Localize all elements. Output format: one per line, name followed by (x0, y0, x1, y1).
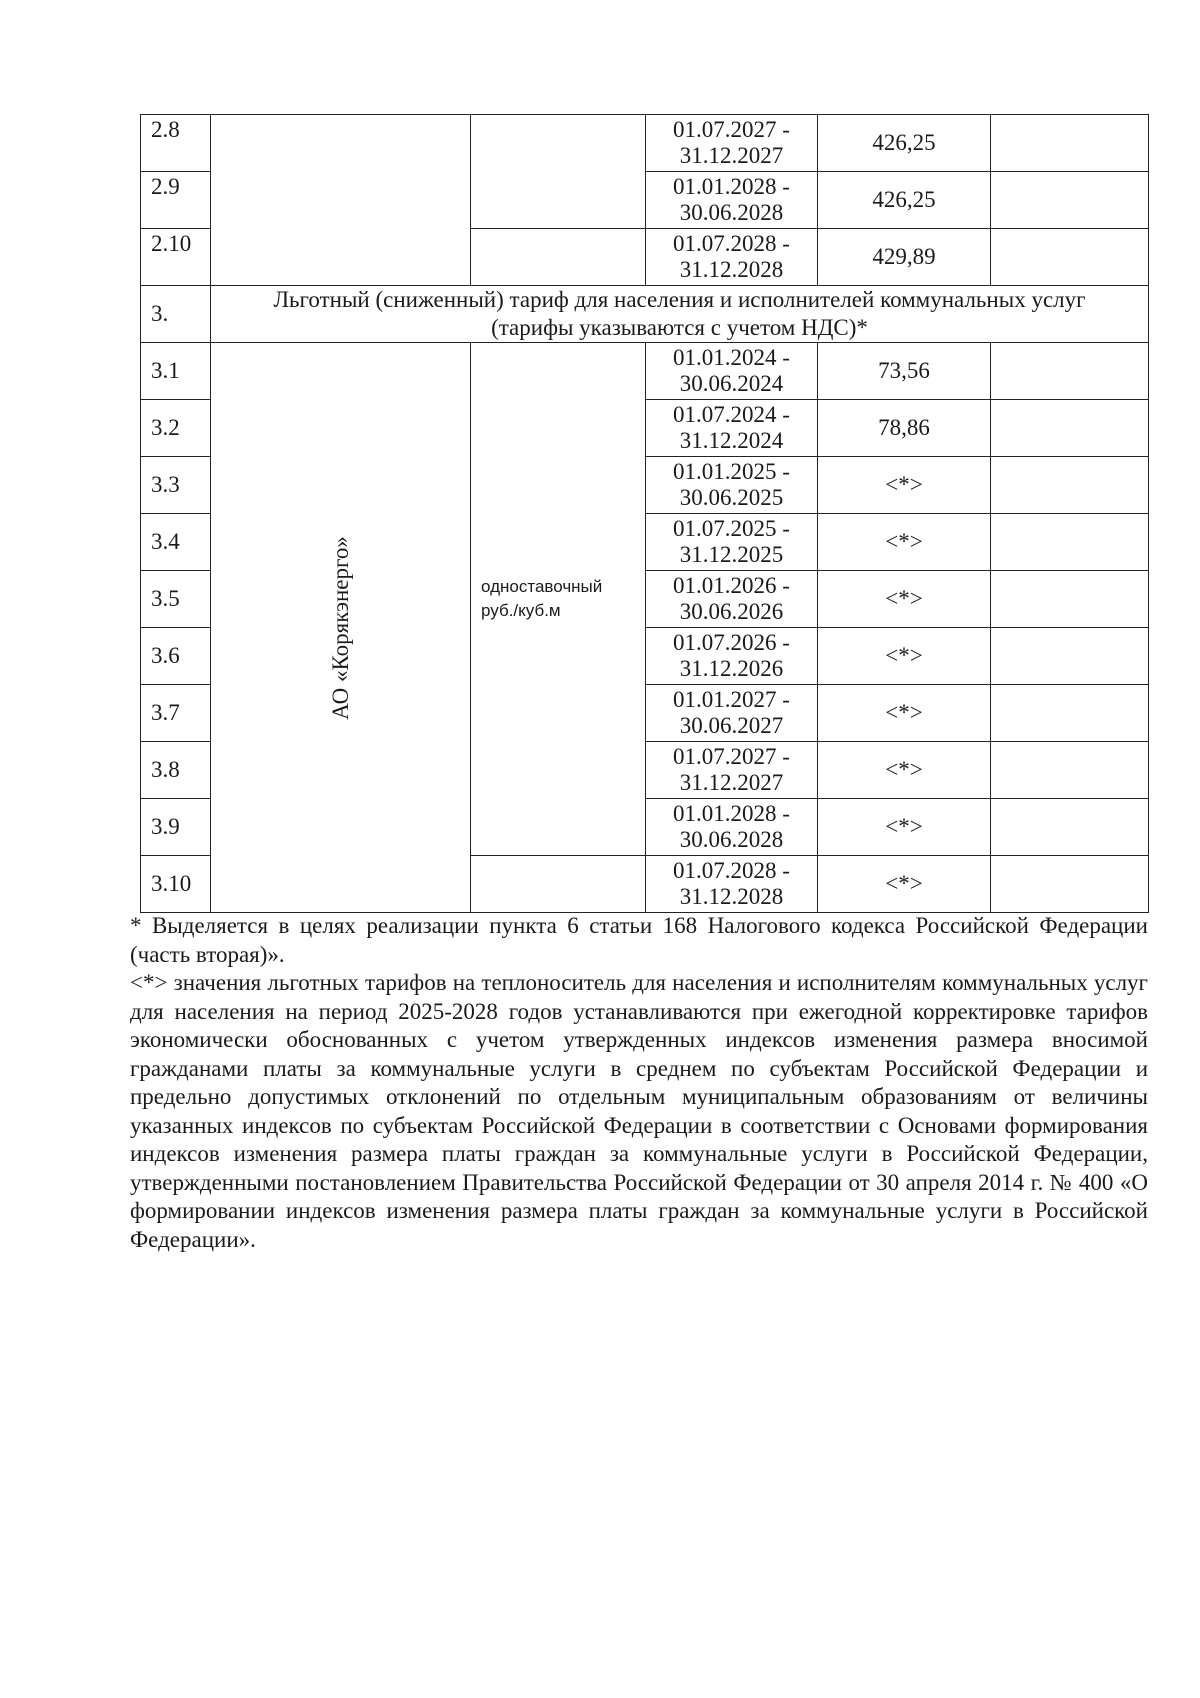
tariff-table (140, 114, 1149, 913)
section-title: Льготный (сниженный) тариф для населения и исполнителей коммунальных услуг (тарифы указываются с учетом НДС)* (211, 286, 1149, 343)
tariff-value: <*> (818, 571, 991, 628)
tariff-value: <*> (818, 514, 991, 571)
period-cell: 01.07.2028 - 31.12.2028 (646, 229, 818, 286)
empty-cell (991, 571, 1149, 628)
empty-cell (991, 628, 1149, 685)
empty-cell (991, 856, 1149, 913)
empty-cell (991, 799, 1149, 856)
row-number: 3.8 (141, 742, 211, 799)
period-cell: 01.01.2028 - 30.06.2028 (646, 172, 818, 229)
tariff-value: 429,89 (818, 229, 991, 286)
period-cell: 01.07.2024 - 31.12.2024 (646, 400, 818, 457)
empty-cell (991, 343, 1149, 400)
row-number: 3.5 (141, 571, 211, 628)
section-header-row (141, 286, 1149, 343)
unit-cell-empty (471, 856, 646, 913)
table-row (141, 115, 1149, 172)
period-cell: 01.01.2027 - 30.06.2027 (646, 685, 818, 742)
table-row (141, 343, 1149, 400)
empty-cell (991, 172, 1149, 229)
tariff-value: <*> (818, 799, 991, 856)
empty-cell (991, 457, 1149, 514)
empty-cell (991, 514, 1149, 571)
org-cell (211, 343, 471, 913)
period-cell: 01.07.2027 - 31.12.2027 (646, 742, 818, 799)
tariff-value: 426,25 (818, 172, 991, 229)
tariff-value: <*> (818, 742, 991, 799)
row-number: 3.2 (141, 400, 211, 457)
unit-cell: одноставочный руб./куб.м (471, 343, 646, 856)
period-cell: 01.07.2026 - 31.12.2026 (646, 628, 818, 685)
empty-cell (991, 685, 1149, 742)
row-number: 3.10 (141, 856, 211, 913)
row-number: 2.8 (141, 115, 211, 172)
tariff-value: 73,56 (818, 343, 991, 400)
period-cell: 01.01.2025 - 30.06.2025 (646, 457, 818, 514)
period-cell: 01.01.2024 - 30.06.2024 (646, 343, 818, 400)
empty-cell (991, 742, 1149, 799)
tariff-value: 78,86 (818, 400, 991, 457)
empty-cell (991, 115, 1149, 172)
tariff-value: <*> (818, 685, 991, 742)
period-cell: 01.07.2028 - 31.12.2028 (646, 856, 818, 913)
section-number: 3. (141, 286, 211, 343)
org-name: АО «Корякэнерго» (327, 535, 353, 720)
period-cell: 01.01.2028 - 30.06.2028 (646, 799, 818, 856)
tariff-value: 426,25 (818, 115, 991, 172)
row-number: 3.4 (141, 514, 211, 571)
tariff-value: <*> (818, 628, 991, 685)
period-cell: 01.01.2026 - 30.06.2026 (646, 571, 818, 628)
footnotes (130, 912, 1148, 1254)
unit-cell-empty (471, 229, 646, 286)
row-number: 2.10 (141, 229, 211, 286)
period-cell: 01.07.2025 - 31.12.2025 (646, 514, 818, 571)
row-number: 3.9 (141, 799, 211, 856)
row-number: 3.1 (141, 343, 211, 400)
tariff-value: <*> (818, 856, 991, 913)
footnote-tariff-values: <*> значения льготных тарифов на теплоноситель для населения и исполнителям коммунальных услуг для населения на период 2025-2028 годов устанавливаются при ежегодной корректировке тарифов экономически обоснованных с учетом утвержденных индексов изменения размера вносимой гражданами платы за коммунальные услуги в среднем по субъектам Российской Федерации и предельно допустимых отклонений по отдельным муниципальным образованиям от величины указанных индексов по субъектам Российской Федерации в соответствии с Основами формирования индексов изменения размера платы граждан за коммунальные услуги в Российской Федерации, утвержденными постановлением Правительства Российской Федерации от 30 апреля 2014 г. № 400 «О формировании индексов изменения размера платы граждан за коммунальные услуги в Российской Федерации». (130, 970, 1148, 1252)
footnote-vat: * Выделяется в целях реализации пункта 6 статьи 168 Налогового кодекса Российской Федерации (часть вторая)». (130, 913, 1148, 967)
row-number: 3.7 (141, 685, 211, 742)
unit-cell-empty (471, 115, 646, 229)
period-cell: 01.07.2027 - 31.12.2027 (646, 115, 818, 172)
tariff-value: <*> (818, 457, 991, 514)
org-cell-empty (211, 115, 471, 286)
row-number: 3.6 (141, 628, 211, 685)
row-number: 3.3 (141, 457, 211, 514)
empty-cell (991, 229, 1149, 286)
row-number: 2.9 (141, 172, 211, 229)
empty-cell (991, 400, 1149, 457)
